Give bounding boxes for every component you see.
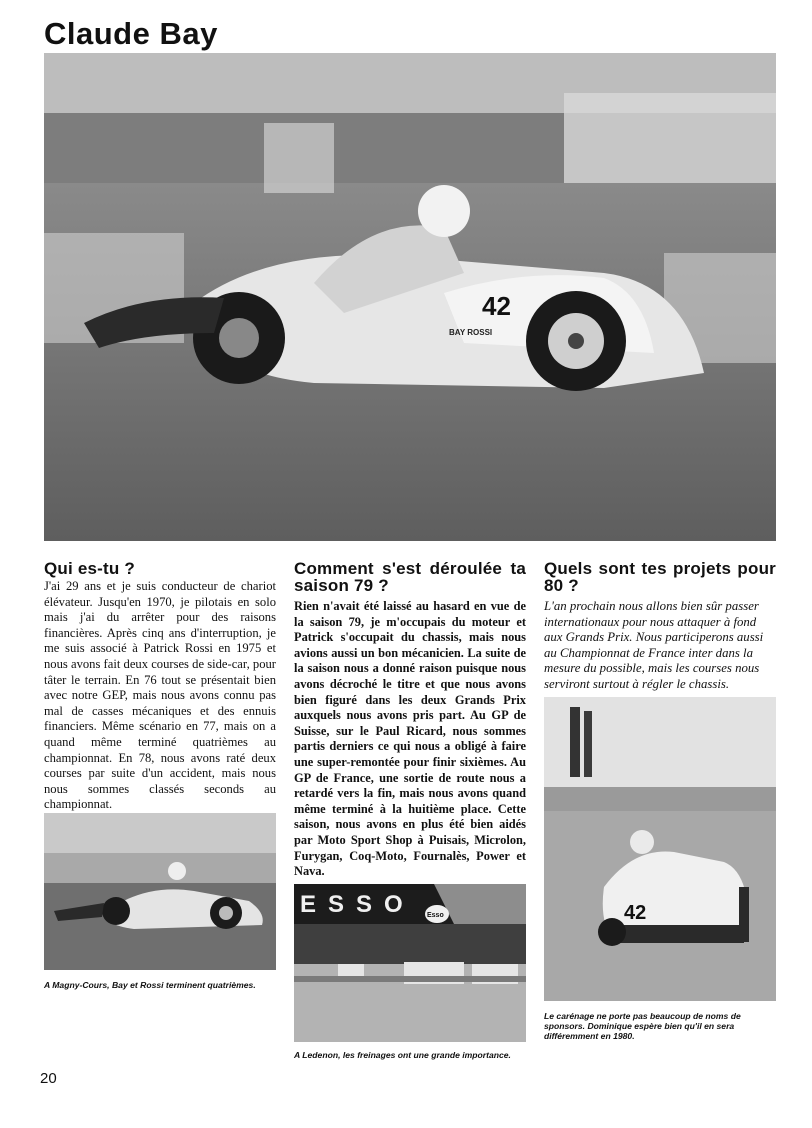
section-text-3: L'an prochain nous allons bien sûr passer internationaux pour nous attaquer à fond aux Grands Prix. Nous participerons aussi au Championnat de France inter dans la mesure du possible, mais les courses nous serviront surtout à régler le chassis. xyxy=(544,599,764,691)
caption-photo-1: A Magny-Cours, Bay et Rossi terminent quatrièmes. xyxy=(44,980,256,990)
section-heading-2: Comment s'est déroulée ta saison 79 ? xyxy=(294,559,526,595)
esso-logo: Esso xyxy=(427,912,444,919)
photo-ledenon xyxy=(294,884,526,1042)
section-text-1: J'ai 29 ans et je suis conducteur de chariot élévateur. Jusqu'en 1970, je pilotais en solo mais j'ai du arrêter pour des raisons financières. Après cinq ans d'interruption, je me suis associé à Patrick Rossi en 1975 et nous avons fait deux courses de side-car, pour tâter le terrain. En 76 tout se présentait bien avec notre GEP, mais nous avons connu pas mal de casses mécaniques et des ennuis financiers. Même scénario en 77, mais on a quand même terminé quatrièmes au championnat. En 78, nous avons raté deux courses par suite d'un accident, mais nous nous sommes classés seconds au championnat. xyxy=(44,579,276,812)
section-text-2: Rien n'avait été laissé au hasard en vue de la saison 79, je m'occupais du moteur et Patrick s'occupait du chassis, mais nous avions aussi un bon mécanicien. La suite de la saison nous a donné raison puisque nous avons décroché le titre et que nous avons bien figuré dans les deux Grands Prix auxquels nous avons pris part. Au GP de Suisse, sur le Paul Ricard, nous sommes partis derniers ce qui nous a obligé à faire une super-remontée pour finir sixièmes. Au GP de France, une sortie de route nous a retardé vers la fin, mais nous avons quand même terminé à la huitième place. Cette saison, nous avons en plus été bien aidés par Moto Sport Shop à Puisais, Microlon, Furygan, Coq-Moto, Fournalès, Power et Nava. xyxy=(294,599,526,879)
banner-text: ESSO xyxy=(300,891,415,918)
photo-magny-cours xyxy=(44,813,276,970)
hero-sponsor-text: BAY ROSSI xyxy=(449,328,493,337)
hero-race-number: 42 xyxy=(482,291,511,321)
photo-carenage xyxy=(544,697,776,1001)
section-heading-1: Qui es-tu ? xyxy=(44,559,135,578)
caption-photo-2: A Ledenon, les freinages ont une grande importance. xyxy=(294,1050,511,1060)
hero-photo xyxy=(44,53,776,541)
section-heading-3: Quels sont tes projets pour 80 ? xyxy=(544,559,776,595)
page-number: 20 xyxy=(40,1070,57,1087)
caption-photo-3: Le carénage ne porte pas beaucoup de noms de sponsors. Dominique espère bien qu'il en sera différemment en 1980. xyxy=(544,1011,741,1041)
page-title: Claude Bay xyxy=(44,16,218,51)
carenage-race-number: 42 xyxy=(624,902,647,924)
